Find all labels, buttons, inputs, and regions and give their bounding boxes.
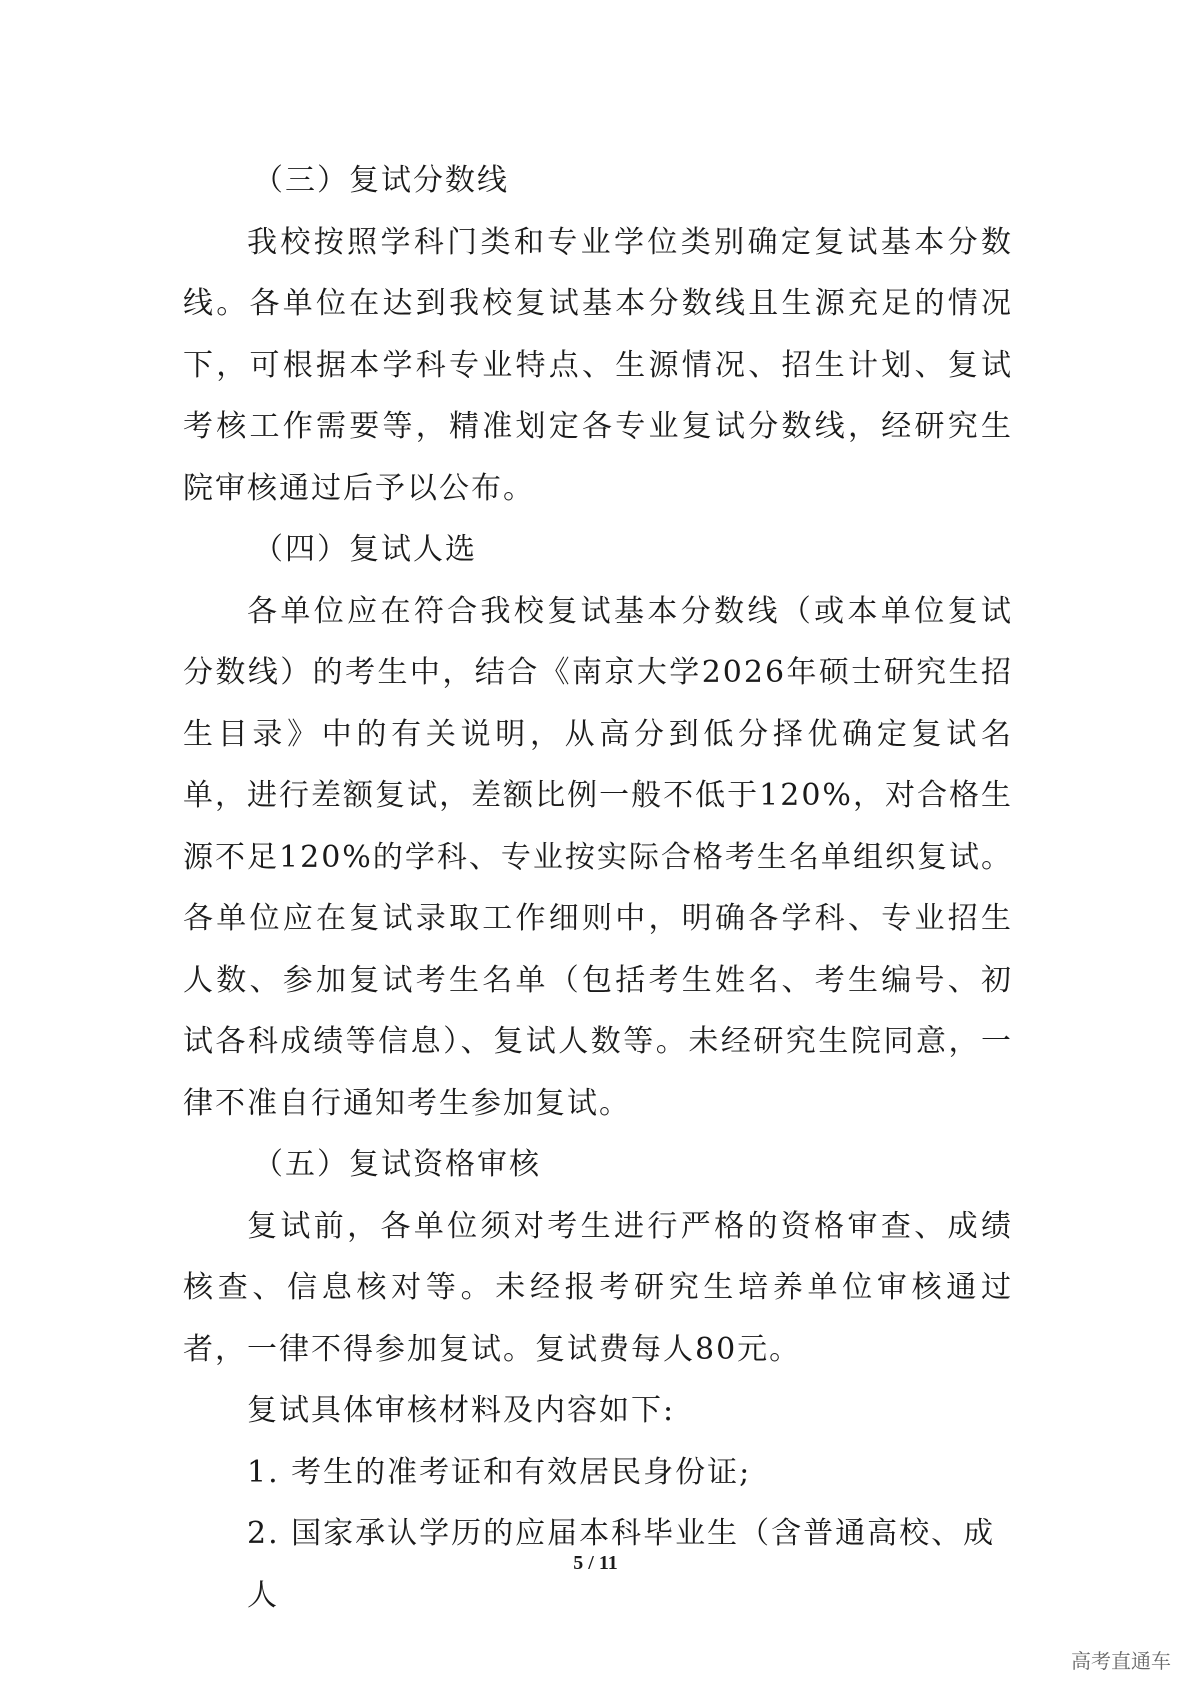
page-number: 5 / 11 <box>573 1552 618 1574</box>
section-4-paragraph: 各单位应在符合我校复试基本分数线（或本单位复试分数线）的考生中，结合《南京大学2026年硕士研究生招生目录》中的有关说明，从高分到低分择优确定复试名单，进行差额复试，差额比例一般不低于120%，对合格生源不足120%的学科、专业按实际合格考生名单组织复试。各单位应在复试录取工作细则中，明确各学科、专业招生人数、参加复试考生名单（包括考生姓名、考生编号、初试各科成绩等信息）、复试人数等。未经研究生院同意，一律不准自行通知考生参加复试。 <box>183 593 1013 1121</box>
watermark: 高考直通车 <box>1071 1649 1171 1673</box>
list-item: 2. 国家承认学历的应届本科毕业生（含普通高校、成人 <box>247 1516 996 1613</box>
section-5-materials-intro: 复试具体审核材料及内容如下: <box>247 1393 676 1428</box>
section-heading-5: （五）复试资格审核 <box>253 1147 541 1182</box>
section-heading-4: （四）复试人选 <box>253 532 477 567</box>
document-body <box>183 150 1013 1626</box>
list-item: 1. 考生的准考证和有效居民身份证; <box>247 1454 752 1490</box>
section-5-paragraph: 复试前，各单位须对考生进行严格的资格审查、成绩核查、信息核对等。未经报考研究生培养单位审核通过者，一律不得参加复试。复试费每人80元。 <box>183 1208 1013 1367</box>
section-3-paragraph: 我校按照学科门类和专业学位类别确定复试基本分数线。各单位在达到我校复试基本分数线且生源充足的情况下，可根据本学科专业特点、生源情况、招生计划、复试考核工作需要等，精准划定各专业复试分数线，经研究生院审核通过后予以公布。 <box>183 224 1013 506</box>
section-heading-3: （三）复试分数线 <box>253 163 509 198</box>
